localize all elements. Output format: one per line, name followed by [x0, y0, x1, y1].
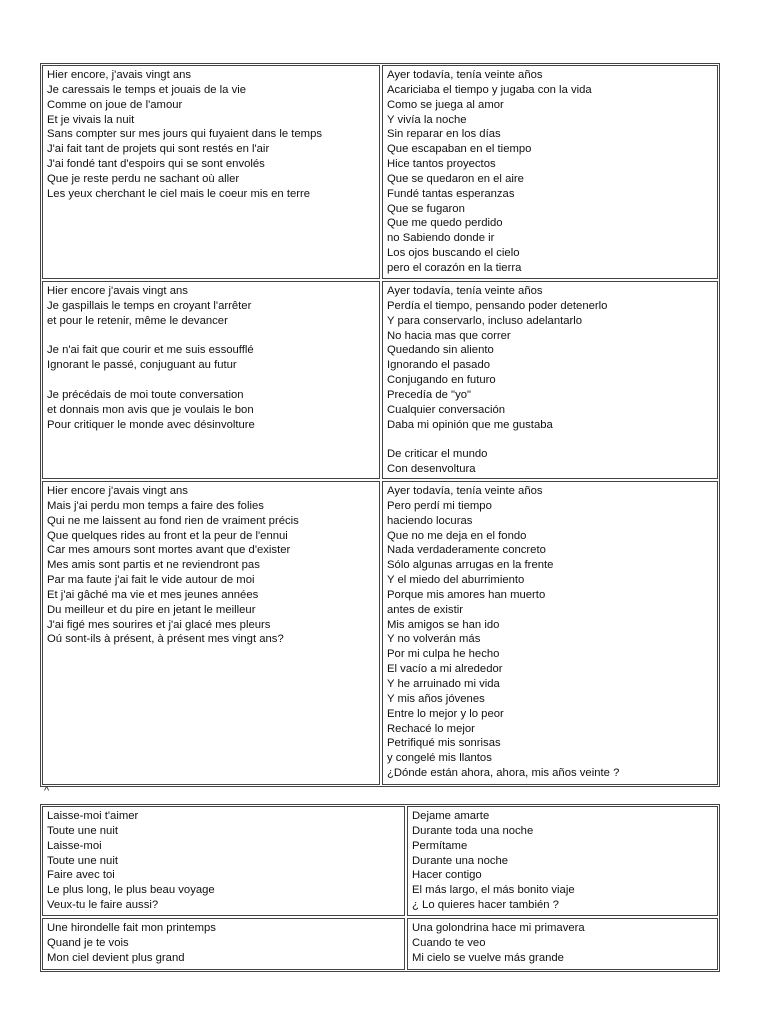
verse-line: Mon ciel devient plus grand	[47, 951, 185, 964]
french-verse-cell	[42, 918, 405, 970]
verse-line: Con desenvoltura	[387, 463, 476, 476]
verse-line: Oú sont-ils à présent, à présent mes vingt ans?	[47, 633, 284, 646]
verse-line: Mi cielo se vuelve más grande	[412, 951, 564, 964]
verse-line: Du meilleur et du pire en jetant le meilleur	[47, 603, 256, 616]
spanish-verse-cell	[382, 281, 718, 479]
verse-line: Y vivía la noche	[387, 113, 467, 126]
verse-line	[47, 373, 375, 388]
verse-line: J'ai fait tant de projets qui sont restés en l'air	[47, 143, 270, 156]
verse-line: Sin reparar en los días	[387, 128, 501, 141]
verse-line: Qui ne me laissent au fond rien de vraiment précis	[47, 514, 299, 527]
french-verse-cell	[42, 65, 380, 279]
verse-line: Comme on joue de l'amour	[47, 98, 183, 111]
spanish-verse-cell	[382, 65, 718, 279]
verse-line: Car mes amours sont mortes avant que d'exister	[47, 544, 291, 557]
table-row	[42, 65, 718, 279]
verse-line: J'ai fondé tant d'espoirs qui se sont envolés	[47, 158, 265, 171]
french-verse-cell	[42, 481, 380, 785]
verse-line: Et j'ai gâché ma vie et mes jeunes années	[47, 588, 259, 601]
verse-line: Y he arruinado mi vida	[387, 677, 500, 690]
verse-line: Ayer todavía, tenía veinte años	[387, 285, 543, 297]
verse-line: Ayer todavía, tenía veinte años	[387, 485, 543, 497]
verse-line: antes de existir	[387, 603, 463, 616]
verse-line: Mes amis sont partis et ne reviendront pas	[47, 559, 260, 572]
verse-line: Entre lo mejor y lo peor	[387, 707, 504, 720]
verse-line: De criticar el mundo	[387, 448, 488, 461]
verse-line: Los ojos buscando el cielo	[387, 247, 520, 260]
verse-line: Veux-tu le faire aussi?	[47, 899, 159, 912]
verse-line: Je n'ai fait que courir et me suis essoufflé	[47, 344, 254, 357]
verse-line: Que escapaban en el tiempo	[387, 143, 532, 156]
verse-line: Cuando te veo	[412, 936, 486, 949]
verse-line: Hice tantos proyectos	[387, 158, 496, 171]
lyrics-table-1	[40, 63, 720, 787]
verse-line: Une hirondelle fait mon printemps	[47, 922, 216, 934]
verse-line: Mis amigos se han ido	[387, 618, 500, 631]
french-verse-cell	[42, 281, 380, 479]
verse-line: Et je vivais la nuit	[47, 113, 135, 126]
verse-line: Pour critiquer le monde avec désinvolture	[47, 418, 255, 431]
verse-line: Laisse-moi t'aimer	[47, 810, 139, 822]
verse-line: Hacer contigo	[412, 869, 482, 882]
verse-line: Petrifiqué mis sonrisas	[387, 737, 501, 750]
verse-line: et donnais mon avis que je voulais le bon	[47, 403, 254, 416]
verse-line	[47, 329, 375, 344]
table-row	[42, 918, 718, 970]
spanish-verse-cell	[407, 918, 718, 970]
verse-line: Ignorant le passé, conjuguant au futur	[47, 359, 237, 372]
verse-line: Ayer todavía, tenía veinte años	[387, 69, 543, 81]
french-verse-cell	[42, 806, 405, 916]
verse-line: Pero perdí mi tiempo	[387, 499, 492, 512]
verse-line: Rechacé lo mejor	[387, 722, 475, 735]
verse-line: Que se quedaron en el aire	[387, 172, 524, 185]
verse-line: Quedando sin aliento	[387, 344, 494, 357]
verse-line: No hacia mas que correr	[387, 329, 511, 342]
verse-line: Que me quedo perdido	[387, 217, 503, 230]
verse-line: Toute une nuit	[47, 824, 118, 837]
verse-line: Je précédais de moi toute conversation	[47, 388, 244, 401]
verse-line: Precedía de "yo"	[387, 388, 472, 401]
verse-line: Y el miedo del aburrimiento	[387, 574, 525, 587]
verse-line: Le plus long, le plus beau voyage	[47, 884, 215, 897]
verse-line: Perdía el tiempo, pensando poder detenerlo	[387, 299, 608, 312]
verse-line: Durante una noche	[412, 854, 509, 867]
table-row	[42, 806, 718, 916]
verse-line: ¿Dónde están ahora, ahora, mis años veinte ?	[387, 767, 620, 780]
verse-line: y congelé mis llantos	[387, 752, 492, 765]
verse-line: Y para conservarlo, incluso adelantarlo	[387, 314, 583, 327]
verse-line: Cualquier conversación	[387, 403, 506, 416]
verse-line: Durante toda una noche	[412, 824, 534, 837]
spanish-verse-cell	[382, 481, 718, 785]
verse-line: Les yeux cherchant le ciel mais le coeur mis en terre	[47, 187, 311, 200]
verse-line: Que je reste perdu ne sachant où aller	[47, 172, 240, 185]
verse-line: Por mi culpa he hecho	[387, 648, 500, 661]
verse-line: Como se juega al amor	[387, 98, 504, 111]
verse-line: Toute une nuit	[47, 854, 118, 867]
verse-line: El vacío a mi alrededor	[387, 663, 503, 676]
verse-line: Una golondrina hace mi primavera	[412, 922, 585, 934]
verse-line: Ignorando el pasado	[387, 359, 491, 372]
verse-line: pero el corazón en la tierra	[387, 261, 522, 274]
separator-caret: ^	[44, 785, 50, 797]
verse-line: Quand je te vois	[47, 936, 129, 949]
verse-line: Daba mi opinión que me gustaba	[387, 418, 553, 431]
verse-line: ¿ Lo quieres hacer también ?	[412, 899, 559, 912]
verse-line: El más largo, el más bonito viaje	[412, 884, 575, 897]
verse-line: Hier encore, j'avais vingt ans	[47, 69, 192, 81]
verse-line: Y no volverán más	[387, 633, 481, 646]
verse-line: Permítame	[412, 839, 468, 852]
verse-line: Que se fugaron	[387, 202, 465, 215]
verse-line: Hier encore j'avais vingt ans	[47, 485, 188, 497]
verse-line	[387, 432, 713, 447]
verse-line: Porque mis amores han muerto	[387, 588, 546, 601]
table-row	[42, 481, 718, 785]
table-row	[42, 281, 718, 479]
verse-line: Que quelques rides au front et la peur de l'ennui	[47, 529, 288, 542]
verse-line: Conjugando en futuro	[387, 374, 496, 387]
verse-line: Que no me deja en el fondo	[387, 529, 527, 542]
lyrics-table-2	[40, 804, 720, 972]
verse-line: Y mis años jóvenes	[387, 692, 485, 705]
verse-line: Sólo algunas arrugas en la frente	[387, 559, 554, 572]
verse-line: Je gaspillais le temps en croyant l'arrêter	[47, 299, 252, 312]
verse-line: Fundé tantas esperanzas	[387, 187, 515, 200]
verse-line: Faire avec toi	[47, 869, 115, 882]
verse-line: Sans compter sur mes jours qui fuyaient dans le temps	[47, 128, 323, 141]
verse-line: Laisse-moi	[47, 839, 102, 852]
verse-line: et pour le retenir, même le devancer	[47, 314, 228, 327]
verse-line: Hier encore j'avais vingt ans	[47, 285, 188, 297]
verse-line: Nada verdaderamente concreto	[387, 544, 546, 557]
verse-line: no Sabiendo donde ir	[387, 232, 495, 245]
verse-line: Dejame amarte	[412, 810, 490, 822]
verse-line: Mais j'ai perdu mon temps a faire des folies	[47, 499, 264, 512]
verse-line: Par ma faute j'ai fait le vide autour de moi	[47, 574, 255, 587]
verse-line: J'ai figé mes sourires et j'ai glacé mes pleurs	[47, 618, 271, 631]
spanish-verse-cell	[407, 806, 718, 916]
verse-line: Je caressais le temps et jouais de la vie	[47, 83, 247, 96]
verse-line: haciendo locuras	[387, 514, 473, 527]
verse-line: Acariciaba el tiempo y jugaba con la vida	[387, 83, 592, 96]
